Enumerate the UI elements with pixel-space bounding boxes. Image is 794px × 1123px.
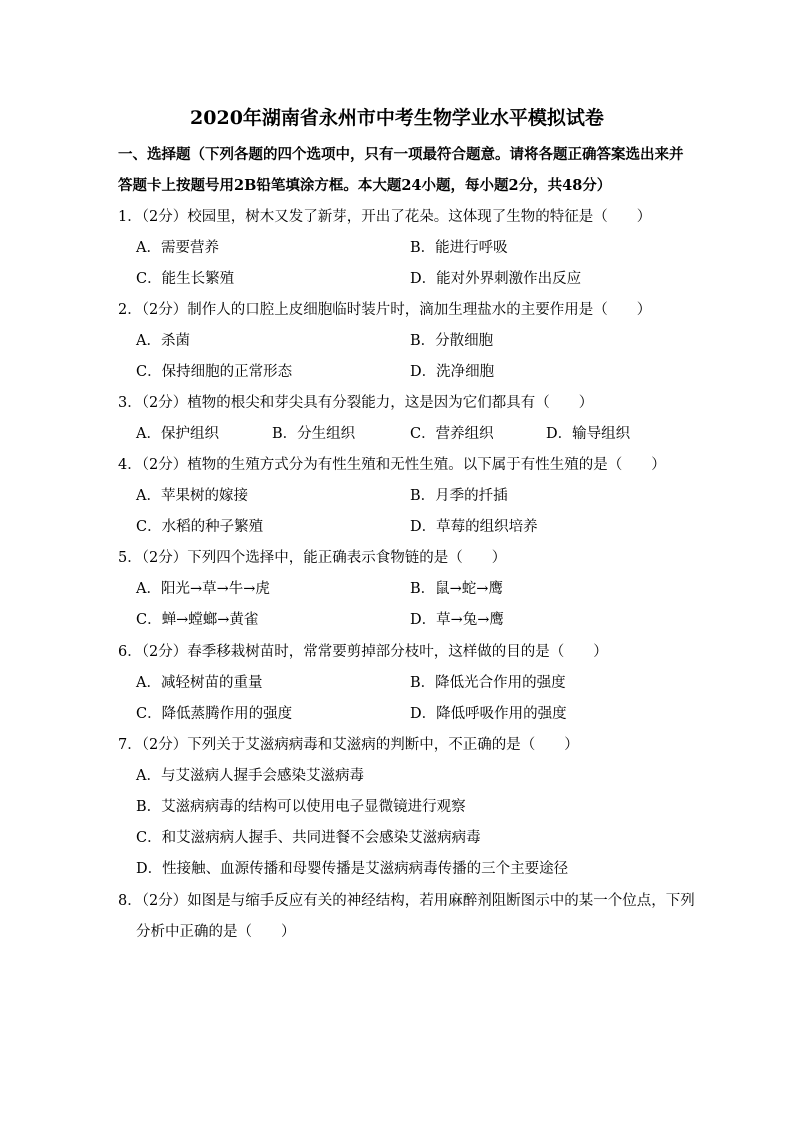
question-4-option-b: B．月季的扦插 (410, 488, 508, 504)
question-1-option-c: C．能生长繁殖 (136, 271, 235, 287)
question-3-option-b: B．分生组织 (272, 426, 356, 442)
question-5-stem: 5．（2分）下列四个选择中，能正确表示食物链的是（ ） (118, 550, 507, 566)
question-2-option-a: A．杀菌 (136, 333, 190, 349)
question-6-option-b: B．降低光合作用的强度 (410, 675, 566, 691)
question-5-option-a: A．阳光→草→牛→虎 (136, 581, 270, 597)
question-1-stem: 1．（2分）校园里，树木又发了新芽，开出了花朵。这体现了生物的特征是（ ） (118, 209, 652, 225)
question-1-option-b: B．能进行呼吸 (410, 240, 508, 256)
question-7-option-d: D．性接触、血源传播和母婴传播是艾滋病病毒传播的三个主要途径 (136, 861, 569, 877)
page-title: 2020年湖南省永州市中考生物学业水平模拟试卷 (190, 107, 604, 129)
question-7-stem: 7．（2分）下列关于艾滋病病毒和艾滋病的判断中，不正确的是（ ） (118, 737, 579, 753)
question-7-option-a: A．与艾滋病人握手会感染艾滋病毒 (136, 768, 364, 784)
question-8-stem-continued: 分析中正确的是（ ） (136, 924, 296, 940)
question-4-option-a: A．苹果树的嫁接 (136, 488, 248, 504)
question-5-option-b: B．鼠→蛇→鹰 (410, 581, 503, 597)
question-7-option-c: C．和艾滋病病人握手、共同进餐不会感染艾滋病病毒 (136, 830, 481, 846)
section-heading-line-2: 答题卡上按题号用2B铅笔填涂方框。本大题24小题，每小题2分，共48分） (118, 177, 612, 194)
question-5-option-d: D．草→兔→鹰 (410, 612, 504, 628)
question-2-stem: 2．（2分）制作人的口腔上皮细胞临时装片时，滴加生理盐水的主要作用是（ ） (118, 302, 652, 318)
section-heading-line-1: 一、选择题（下列各题的四个选项中，只有一项最符合题意。请将各题正确答案选出来并 (118, 146, 684, 163)
question-6-stem: 6．（2分）春季移栽树苗时，常常要剪掉部分枝叶，这样做的目的是（ ） (118, 644, 608, 660)
question-1-option-a: A．需要营养 (136, 240, 219, 256)
question-3-option-d: D．输导组织 (546, 426, 631, 442)
question-4-stem: 4．（2分）植物的生殖方式分为有性生殖和无性生殖。以下属于有性生殖的是（ ） (118, 457, 666, 473)
question-4-option-c: C．水稻的种子繁殖 (136, 519, 264, 535)
question-8-stem: 8．（2分）如图是与缩手反应有关的神经结构，若用麻醉剂阻断图示中的某一个位点，下列 (118, 893, 695, 909)
question-4-option-d: D．草莓的组织培养 (410, 519, 538, 535)
question-2-option-d: D．洗净细胞 (410, 364, 495, 380)
question-3-option-a: A．保护组织 (136, 426, 219, 442)
question-2-option-c: C．保持细胞的正常形态 (136, 364, 293, 380)
question-6-option-d: D．降低呼吸作用的强度 (410, 706, 567, 722)
question-1-option-d: D．能对外界刺激作出反应 (410, 271, 582, 287)
question-2-option-b: B．分散细胞 (410, 333, 494, 349)
question-6-option-a: A．减轻树苗的重量 (136, 675, 263, 691)
question-3-stem: 3．（2分）植物的根尖和芽尖具有分裂能力，这是因为它们都具有（ ） (118, 395, 594, 411)
question-5-option-c: C．蝉→螳螂→黄雀 (136, 612, 259, 628)
question-3-option-c: C．营养组织 (410, 426, 494, 442)
question-7-option-b: B．艾滋病病毒的结构可以使用电子显微镜进行观察 (136, 799, 466, 815)
question-6-option-c: C．降低蒸腾作用的强度 (136, 706, 293, 722)
